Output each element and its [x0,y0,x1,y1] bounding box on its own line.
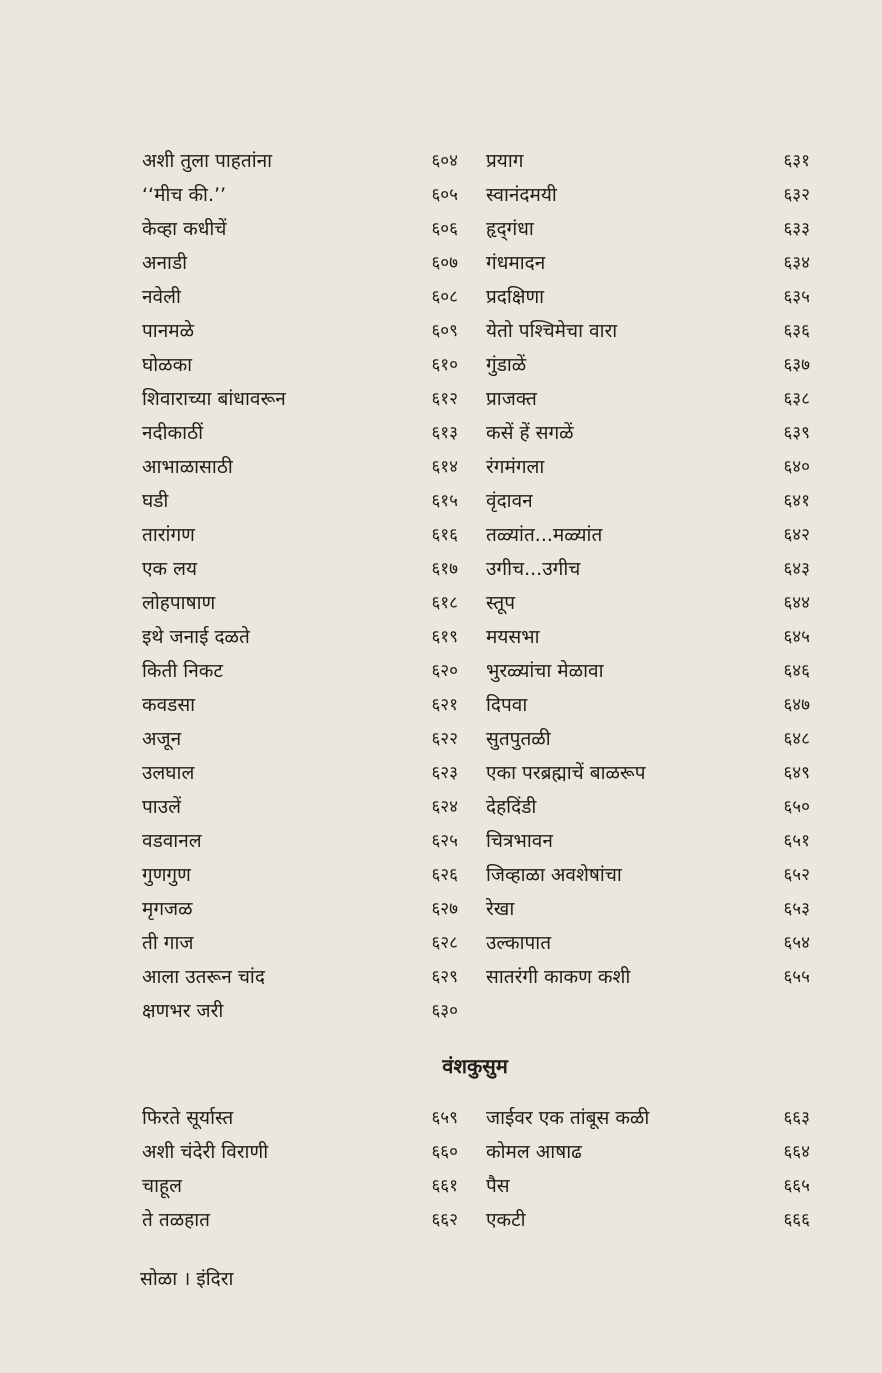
toc-entry-title: अशी तुला पाहतांना [142,150,273,172]
toc-entry-title: कवडसा [142,694,196,716]
table-of-contents-part-1 [138,144,818,1028]
toc-entry-title: कसें हें सगळें [486,422,574,444]
toc-entry-title: अजून [142,728,182,750]
toc-entry-page: ६४७ [783,695,810,715]
toc-entry-title: अनाडी [142,252,188,274]
toc-row [138,620,818,654]
toc-entry-page: ६१० [431,355,458,375]
toc-entry-page: ६३४ [783,253,810,273]
toc-entry-page: ६३७ [783,355,810,375]
toc-entry-title: उलघाल [142,762,195,784]
toc-entry-title: भुरळ्यांचा मेळावा [486,660,604,682]
toc-entry-page: ६४३ [783,559,810,579]
toc-entry-title: प्रयाग [486,150,524,172]
toc-entry-title: चित्रभावन [486,830,553,852]
toc-entry-title: दिपवा [486,694,528,716]
toc-entry-page: ६६० [431,1142,458,1162]
toc-entry-title: ती गाज [142,932,194,954]
toc-entry-title: पानमळे [142,320,195,342]
toc-entry-title: चाहूल [142,1175,182,1197]
toc-row [138,586,818,620]
toc-entry-title: देहदिंडी [486,796,537,818]
toc-row [138,790,818,824]
toc-entry-page: ६०८ [431,287,458,307]
toc-entry-title: तळ्यांत...मळ्यांत [486,524,603,546]
toc-entry-page: ६२१ [431,695,458,715]
toc-entry-title: लोहपाषाण [142,592,216,614]
toc-row [138,484,818,518]
toc-entry-page: ६५४ [783,933,810,953]
toc-entry-title: प्रदक्षिणा [486,286,545,308]
toc-entry-page: ६२६ [431,865,458,885]
toc-entry-title: मृगजळ [142,898,193,920]
toc-row [138,552,818,586]
toc-row [138,960,818,994]
toc-row [138,280,818,314]
toc-entry-title: गंधमादन [486,252,546,274]
toc-row [138,348,818,382]
toc-entry-title: कोमल आषाढ [486,1141,582,1163]
toc-entry-title: एका परब्रह्माचें बाळरूप [486,762,646,784]
toc-entry-page: ६५३ [783,899,810,919]
toc-entry-title: उल्कापात [486,932,552,954]
toc-entry-page: ६३८ [783,389,810,409]
toc-entry-page: ६१७ [431,559,458,579]
table-of-contents-part-2 [138,1101,818,1237]
toc-entry-title: हृद्‌गंधा [486,218,534,240]
toc-row [138,858,818,892]
toc-entry-title: ‘‘मीच की.’’ [142,184,227,206]
toc-entry-title: गुणगुण [142,864,191,886]
toc-entry-page: ६४६ [783,661,810,681]
toc-row [138,756,818,790]
toc-entry-page: ६६३ [783,1108,810,1128]
toc-entry-page: ६१३ [431,423,458,443]
toc-entry-title: रंगमंगला [486,456,545,478]
toc-entry-title: शिवाराच्या बांधावरून [142,388,286,410]
toc-entry-title: स्वानंदमयी [486,184,557,206]
toc-row [138,314,818,348]
toc-row [138,144,818,178]
toc-entry-title: मयसभा [486,626,540,648]
toc-entry-page: ६३२ [783,185,810,205]
toc-entry-page: ६४४ [783,593,810,613]
toc-row [138,212,818,246]
toc-entry-title: घडी [142,490,169,512]
toc-entry-title: एक लय [142,558,198,580]
toc-entry-title: येतो पश्चिमेचा वारा [486,320,618,342]
toc-entry-page: ६६१ [431,1176,458,1196]
toc-row [138,824,818,858]
toc-entry-title: एकटी [486,1209,526,1231]
toc-entry-page: ६२९ [431,967,458,987]
toc-entry-page: ६१८ [431,593,458,613]
toc-entry-page: ६५५ [783,967,810,987]
toc-entry-page: ६४५ [783,627,810,647]
toc-entry-title: अशी चंदेरी विराणी [142,1141,269,1163]
toc-entry-page: ६६४ [783,1142,810,1162]
toc-entry-page: ६३९ [783,423,810,443]
toc-entry-title: केव्हा कधीचें [142,218,227,240]
toc-row [138,178,818,212]
toc-entry-title: वृंदावन [486,490,533,512]
toc-entry-page: ६३५ [783,287,810,307]
toc-entry-page: ६०४ [431,151,458,171]
toc-entry-page: ६३६ [783,321,810,341]
toc-row [138,518,818,552]
toc-entry-title: जाईवर एक तांबूस कळी [486,1107,650,1129]
toc-row [138,1203,818,1237]
toc-entry-page: ६४८ [783,729,810,749]
toc-entry-title: प्राजक्त [486,388,537,410]
toc-row [138,688,818,722]
toc-entry-page: ६२० [431,661,458,681]
toc-row [138,1101,818,1135]
toc-entry-title: क्षणभर जरी [142,1000,224,1022]
toc-entry-page: ६१५ [431,491,458,511]
toc-entry-title: किती निकट [142,660,223,682]
toc-entry-page: ६६६ [783,1210,810,1230]
toc-entry-title: स्तूप [486,592,516,614]
toc-row [138,1135,818,1169]
toc-entry-title: सातरंगी काकण कशी [486,966,631,988]
toc-entry-page: ६४२ [783,525,810,545]
toc-entry-page: ६२५ [431,831,458,851]
toc-entry-page: ६४९ [783,763,810,783]
toc-entry-page: ६४१ [783,491,810,511]
toc-row [138,722,818,756]
toc-entry-page: ६२३ [431,763,458,783]
toc-entry-page: ६०९ [431,321,458,341]
toc-row [138,382,818,416]
toc-entry-page: ६२४ [431,797,458,817]
toc-entry-page: ६६२ [431,1210,458,1230]
toc-entry-title: नवेली [142,286,181,308]
toc-row [138,416,818,450]
toc-row [138,246,818,280]
toc-entry-title: वडवानल [142,830,202,852]
toc-entry-page: ६५१ [783,831,810,851]
toc-entry-page: ६६५ [783,1176,810,1196]
toc-entry-title: घोळका [142,354,193,376]
toc-row [138,450,818,484]
toc-entry-title: फिरते सूर्यास्त [142,1107,234,1129]
toc-entry-title: जिव्हाळा अवशेषांचा [486,864,622,886]
toc-entry-title: सुतपुतळी [486,728,551,750]
toc-entry-page: ६३३ [783,219,810,239]
toc-entry-title: नदीकाठीं [142,422,204,444]
toc-entry-title: आभाळासाठी [142,456,233,478]
toc-entry-page: ६१२ [431,389,458,409]
toc-row [138,1169,818,1203]
toc-entry-title: रेखा [486,898,515,920]
toc-entry-page: ६५० [783,797,810,817]
toc-entry-page: ६५९ [431,1108,458,1128]
toc-entry-page: ६१६ [431,525,458,545]
section-heading: वंशकुसुम [442,1054,508,1078]
page-footer: सोळा । इंदिरा [140,1268,234,1290]
toc-entry-title: ते तळहात [142,1209,210,1231]
toc-entry-title: आला उतरून चांद [142,966,265,988]
toc-entry-title: इथे जनाई दळते [142,626,250,648]
toc-entry-page: ६५२ [783,865,810,885]
toc-row [138,994,818,1028]
toc-entry-page: ६३१ [783,151,810,171]
toc-entry-title: तारांगण [142,524,195,546]
toc-row [138,926,818,960]
toc-entry-page: ६१४ [431,457,458,477]
toc-entry-page: ६३० [431,1001,458,1021]
toc-entry-page: ६४० [783,457,810,477]
toc-row [138,892,818,926]
toc-entry-page: ६०६ [431,219,458,239]
toc-entry-title: पैस [486,1175,510,1197]
toc-entry-page: ६२२ [431,729,458,749]
toc-entry-page: ६०५ [431,185,458,205]
toc-row [138,654,818,688]
toc-entry-title: गुंडाळें [486,354,527,376]
toc-entry-page: ६१९ [431,627,458,647]
toc-entry-title: उगीच...उगीच [486,558,581,580]
toc-entry-page: ६०७ [431,253,458,273]
toc-entry-page: ६२८ [431,933,458,953]
toc-entry-page: ६२७ [431,899,458,919]
toc-entry-title: पाउलें [142,796,182,818]
